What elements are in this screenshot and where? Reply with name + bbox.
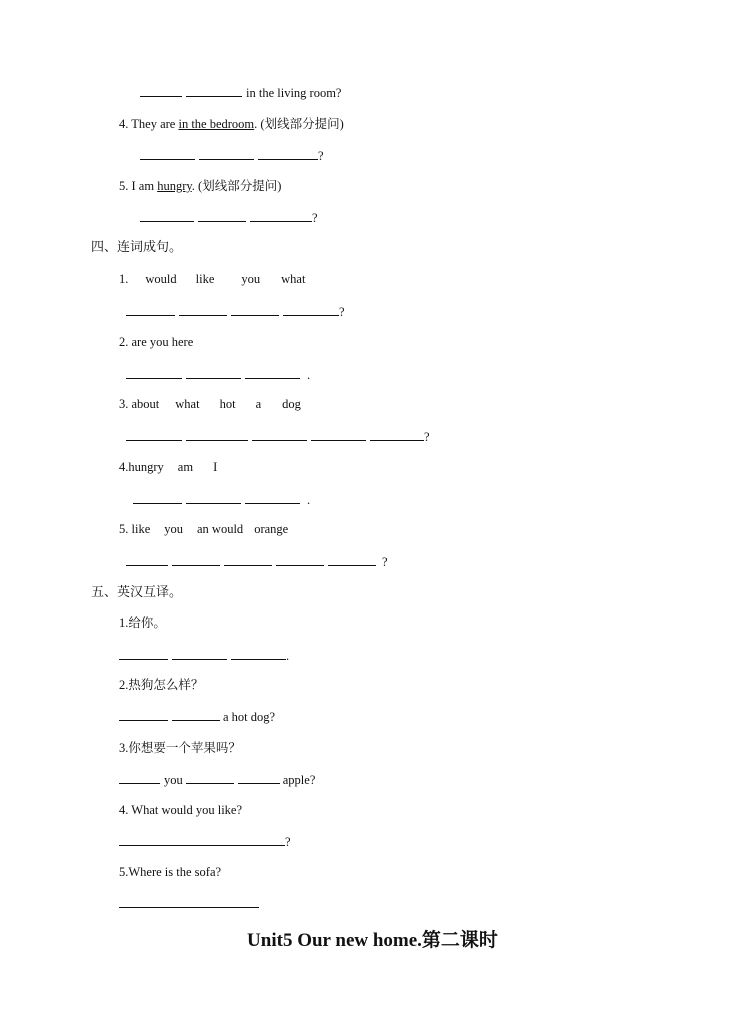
answer-line-scramble-3: ?: [126, 428, 430, 445]
answer-line-translate-1: .: [119, 647, 289, 664]
blank[interactable]: [186, 428, 248, 441]
answer-line-4: ?: [140, 147, 324, 164]
question-text: in the living room?: [246, 86, 342, 100]
blank[interactable]: [258, 147, 318, 160]
blank[interactable]: [119, 708, 168, 721]
section-heading-5: 五、英汉互译。: [91, 584, 183, 599]
answer-line-translate-4: ?: [119, 833, 291, 850]
blank[interactable]: [179, 303, 227, 316]
section-heading-4: 四、连词成句。: [91, 239, 183, 254]
blank[interactable]: [252, 428, 307, 441]
translate-prompt-4: 4. What would you like?: [119, 803, 243, 817]
blank[interactable]: [119, 833, 285, 846]
blank[interactable]: [186, 491, 241, 504]
scrambled-words-2: 2. are you here: [119, 335, 194, 349]
blank[interactable]: [245, 366, 300, 379]
blank[interactable]: [186, 366, 241, 379]
blank[interactable]: [119, 647, 168, 660]
blank[interactable]: [186, 84, 242, 97]
question-5: 5. I am hungry. (划线部分提问): [119, 179, 282, 193]
blank[interactable]: [140, 84, 182, 97]
answer-line-translate-5: [119, 895, 259, 912]
scrambled-words-3: 3. about what hot a dog: [119, 397, 301, 411]
blank[interactable]: [198, 209, 246, 222]
blank[interactable]: [224, 553, 272, 566]
blank[interactable]: [172, 553, 220, 566]
blank[interactable]: [126, 366, 182, 379]
answer-line-scramble-1: ?: [126, 303, 345, 320]
blank[interactable]: [119, 771, 160, 784]
blank[interactable]: [172, 708, 220, 721]
answer-line-5: ?: [140, 209, 318, 226]
blank[interactable]: [140, 209, 194, 222]
scrambled-words-4: 4.hungry am I: [119, 460, 218, 474]
blank[interactable]: [126, 428, 182, 441]
blank[interactable]: [199, 147, 254, 160]
scrambled-words-5: 5. like you an would orange: [119, 522, 289, 536]
lesson-title: Unit5 Our new home.第二课时: [247, 930, 498, 951]
blank[interactable]: [328, 553, 376, 566]
translate-prompt-3: 3.你想要一个苹果吗？: [119, 741, 241, 755]
blank[interactable]: [186, 771, 234, 784]
underlined-phrase: in the bedroom: [178, 117, 255, 131]
blank[interactable]: [311, 428, 366, 441]
answer-line-scramble-2: .: [126, 366, 310, 383]
blank[interactable]: [231, 647, 286, 660]
answer-line-translate-3: you apple?: [119, 771, 315, 788]
translate-prompt-2: 2.热狗怎么样？: [119, 678, 204, 692]
blank[interactable]: [283, 303, 339, 316]
blank[interactable]: [370, 428, 424, 441]
underlined-phrase: hungry: [157, 179, 192, 193]
blank[interactable]: [119, 895, 259, 908]
answer-line-scramble-5: ?: [126, 553, 388, 570]
blank[interactable]: [250, 209, 312, 222]
blank[interactable]: [238, 771, 280, 784]
blank[interactable]: [231, 303, 279, 316]
scrambled-words-1: 1. would like you what: [119, 272, 306, 286]
blank[interactable]: [126, 303, 175, 316]
translate-prompt-1: 1.给你。: [119, 616, 166, 630]
answer-line-scramble-4: .: [133, 491, 310, 508]
question-4: 4. They are in the bedroom. (划线部分提问): [119, 117, 344, 131]
blank[interactable]: [276, 553, 324, 566]
blank[interactable]: [172, 647, 227, 660]
blank[interactable]: [126, 553, 168, 566]
blank[interactable]: [140, 147, 195, 160]
translate-prompt-5: 5.Where is the sofa?: [119, 865, 222, 879]
blank[interactable]: [133, 491, 182, 504]
answer-line-translate-2: a hot dog?: [119, 708, 275, 725]
blank[interactable]: [245, 491, 300, 504]
answer-line-3: [140, 84, 341, 101]
